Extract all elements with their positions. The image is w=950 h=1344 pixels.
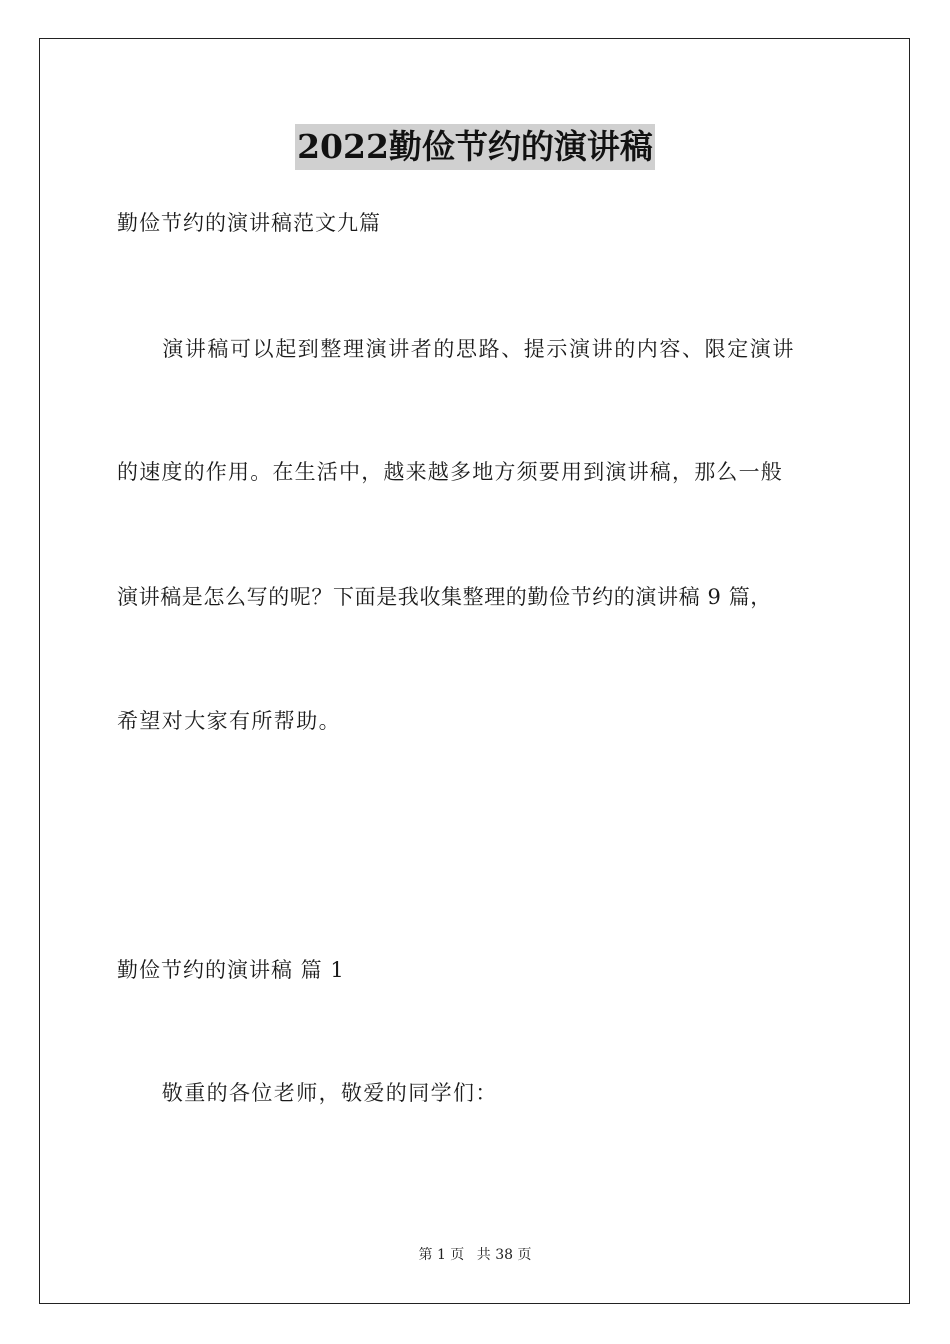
document-subtitle: 勤俭节约的演讲稿范文九篇 — [117, 211, 381, 235]
page-footer — [0, 1245, 950, 1265]
section-heading: 勤俭节约的演讲稿 篇 1 — [117, 958, 345, 982]
speech-greeting: 敬重的各位老师，敬爱的同学们： — [117, 1081, 498, 1105]
intro-line-1: 演讲稿可以起到整理演讲者的思路、提示演讲的内容、限定演讲 — [117, 337, 795, 361]
page-number-total: 共 38 页 — [476, 1247, 532, 1263]
title-container — [0, 124, 950, 170]
document-title: 2022勤俭节约的演讲稿 — [295, 124, 655, 170]
intro-line-4: 希望对大家有所帮助。 — [117, 709, 341, 733]
page-number-current: 第 1 页 — [418, 1247, 465, 1263]
intro-line-2: 的速度的作用。在生活中，越来越多地方须要用到演讲稿，那么一般 — [117, 460, 783, 484]
intro-line-3: 演讲稿是怎么写的呢？下面是我收集整理的勤俭节约的演讲稿 9 篇， — [117, 585, 772, 609]
